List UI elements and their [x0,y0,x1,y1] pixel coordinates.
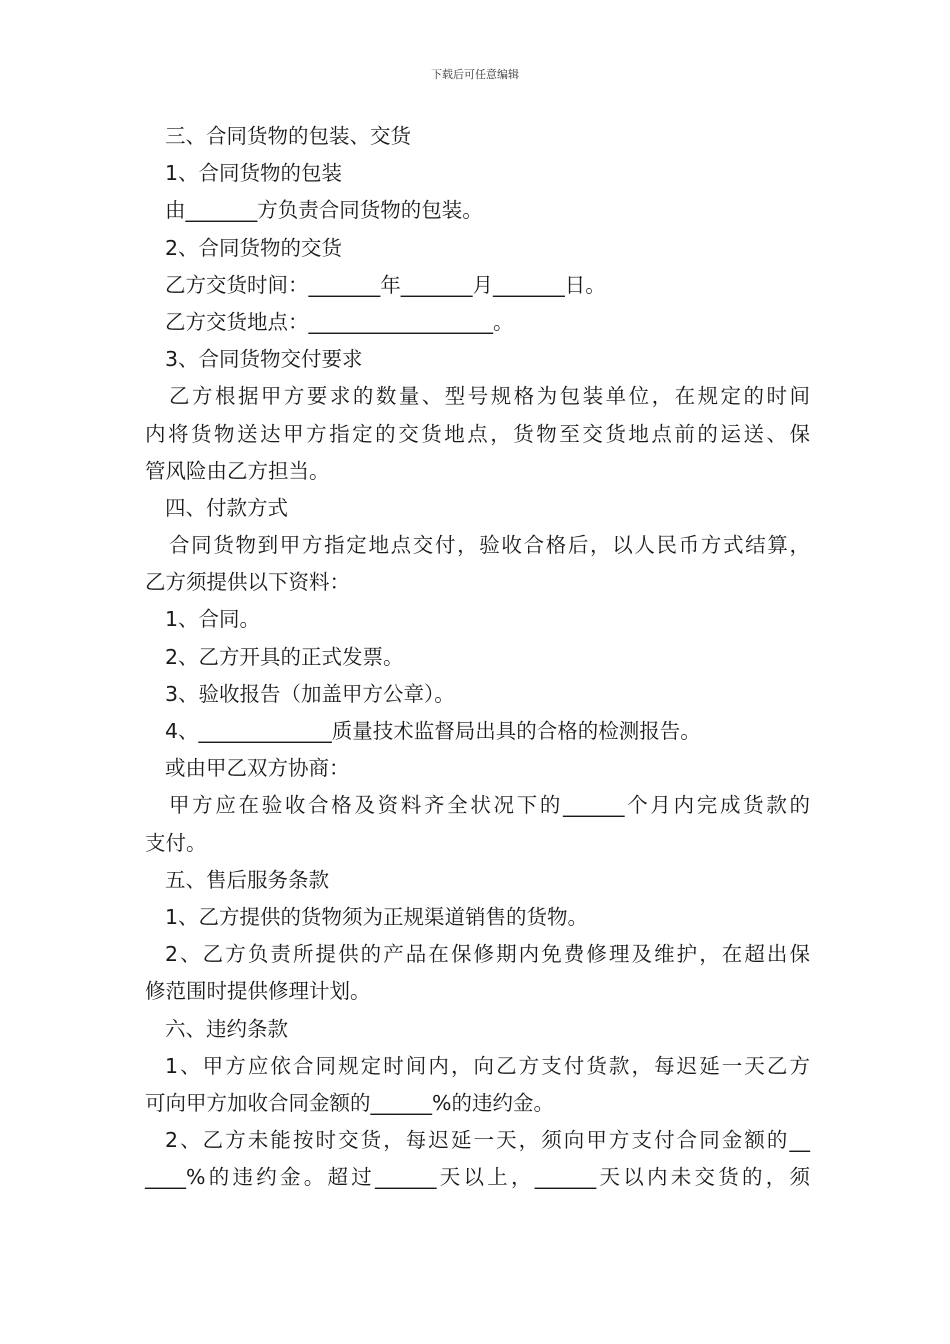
text-line: 五、售后服务条款 [165,867,329,892]
text-line: 乙方须提供以下资料： [145,570,350,595]
text-line: 1、合同。 [165,607,261,632]
text-line: 2、乙方开具的正式发票。 [165,644,404,669]
text-line: 2、乙方负责所提供的产品在保修期内免费修理及维护，在超出保 [165,942,810,967]
text-line: 3、验收报告（加盖甲方公章）。 [165,681,455,706]
text-line: 2、合同货物的交货 [165,235,343,260]
text-line: 乙方交货时间：_______年_______月_______日。 [165,272,606,297]
text-line: 4、_____________质量技术监督局出具的合格的检测报告。 [165,719,701,743]
text-line: 可向甲方加收合同金额的______%的违约金。 [145,1090,554,1115]
text-line: 管风险由乙方担当。 [145,458,330,483]
text-line: 2、乙方未能按时交货，每迟延一天，须向甲方支付合同金额的__ [165,1128,810,1153]
text-line: 1、合同货物的包装 [165,161,343,186]
text-line: 3、合同货物交付要求 [165,347,363,372]
page-header: 下载后可任意编辑 [431,68,519,81]
document-body [145,118,810,1196]
text-line: 修范围时提供修理计划。 [145,979,371,1004]
text-line: 内将货物送达甲方指定的交货地点，货物至交货地点前的运送、保 [145,421,810,446]
text-line: 由_______方负责合同货物的包装。 [165,198,483,223]
text-line: 1、乙方提供的货物须为正规渠道销售的货物。 [165,904,589,929]
text-line: 或由甲乙双方协商： [165,756,350,781]
text-line: 乙方根据甲方要求的数量、型号规格为包装单位，在规定的时间 [169,384,810,409]
text-line: 合同货物到甲方指定地点交付，验收合格后，以人民币方式结算， [169,533,810,558]
text-line: 六、违约条款 [165,1016,288,1041]
text-line: 四、付款方式 [165,495,288,520]
text-line: 乙方交货地点：__________________。 [165,309,514,334]
text-line: 1、甲方应依合同规定时间内，向乙方支付货款，每迟延一天乙方 [165,1053,810,1078]
text-line: 三、合同货物的包装、交货 [165,124,411,148]
text-line: 甲方应在验收合格及资料齐全状况下的______个月内完成货款的 [169,793,810,818]
text-line: ____%的违约金。超过______天以上，______天以内未交货的，须 [145,1165,810,1190]
text-line: 支付。 [145,830,207,855]
